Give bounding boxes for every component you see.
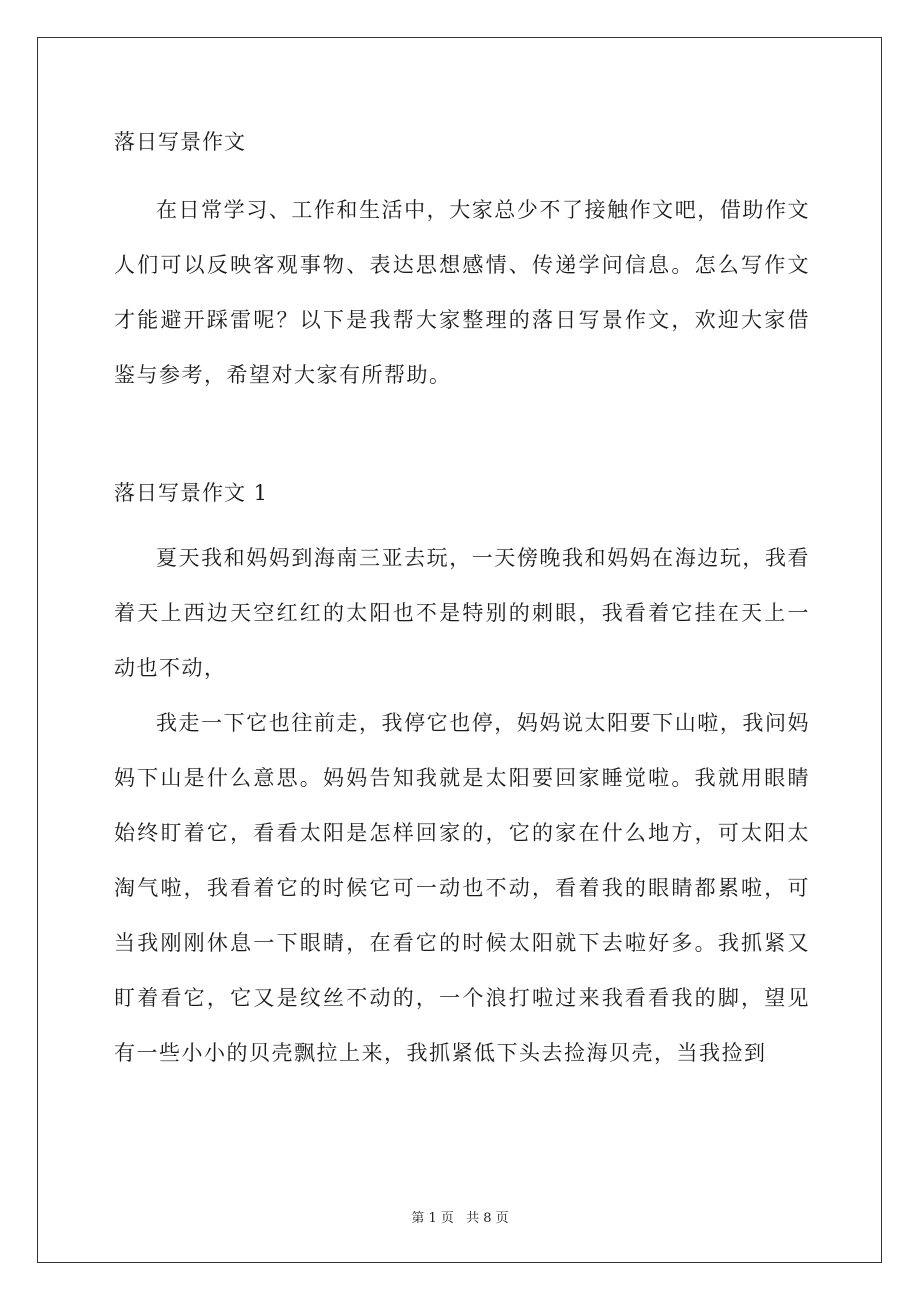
body-paragraph: 夏天我和妈妈到海南三亚去玩，一天傍晚我和妈妈在海边玩，我看着天上西边天空红红的太阳也不是特别的刺眼，我看着它挂在天上一动也不动， [114, 546, 810, 680]
document-title: 落日写景作文 [114, 130, 246, 154]
page-number: 第 1 页 [411, 1211, 454, 1226]
intro-paragraph: 在日常学习、工作和生活中，大家总少不了接触作文吧，借助作文人们可以反映客观事物、表达思想感情、传递学问信息。怎么写作文才能避开踩雷呢？以下是我帮大家整理的落日写景作文，欢迎大家借鉴与参考，希望对大家有所帮助。 [114, 198, 810, 387]
page-total: 共 8 页 [466, 1211, 509, 1226]
document-body [114, 118, 810, 1081]
section-title: 落日写景作文 1 [114, 481, 269, 505]
body-paragraph: 我走一下它也往前走，我停它也停，妈妈说太阳要下山啦，我问妈妈下山是什么意思。妈妈告知我就是太阳要回家睡觉啦。我就用眼睛始终盯着它，看看太阳是怎样回家的，它的家在什么地方，可太阳太淘气啦，我看着它的时候它可一动也不动，看着我的眼睛都累啦，可当我刚刚休息一下眼睛，在看它的时候太阳就下去啦好多。我抓紧又盯着看它，它又是纹丝不动的，一个浪打啦过来我看看我的脚，望见有一些小小的贝壳飘拉上来，我抓紧低下头去捡海贝壳，当我捡到 [114, 711, 810, 1065]
page-footer [0, 1207, 920, 1226]
